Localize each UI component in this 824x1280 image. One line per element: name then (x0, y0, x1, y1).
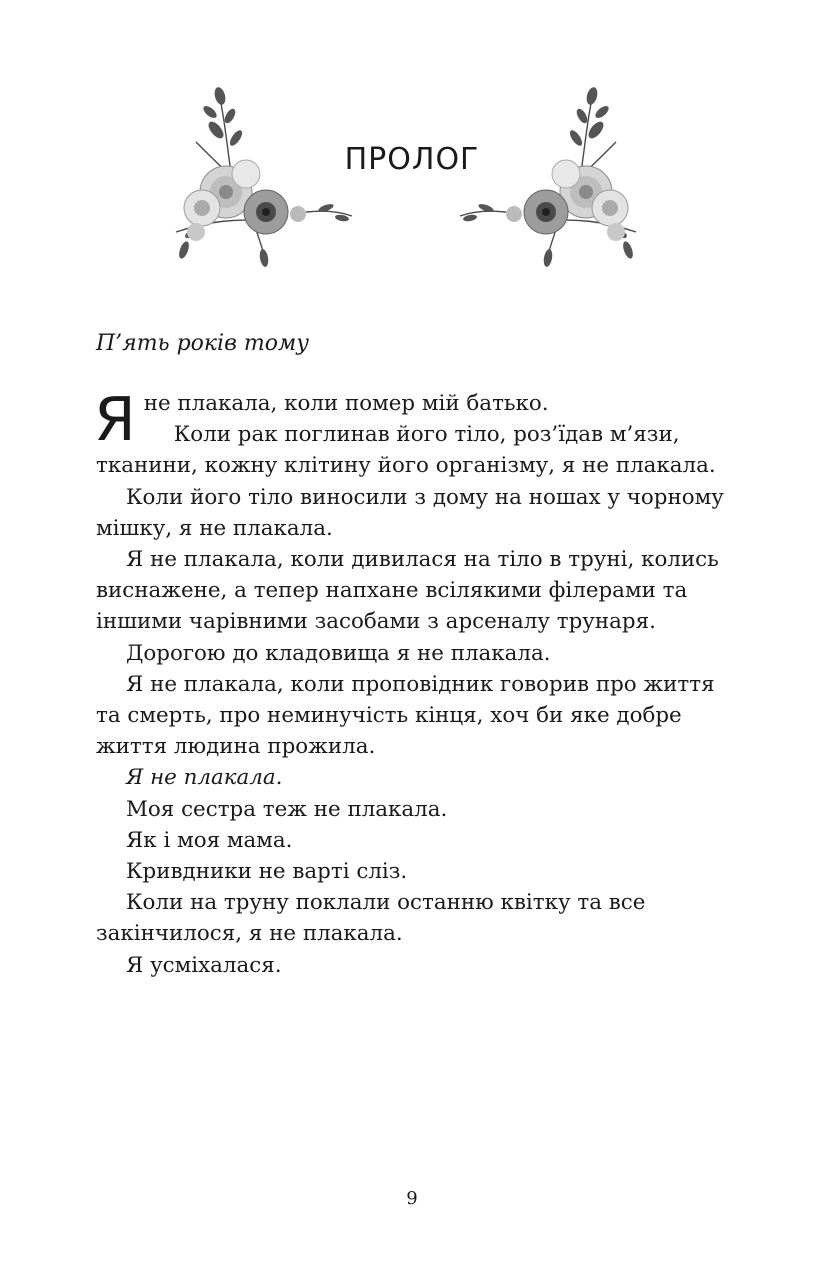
paragraph: Коли на труну поклали останню квітку та все закінчилося, я не плакала. (96, 890, 646, 947)
paragraph: Я не плакала, коли проповідник говорив про життя та смерть, про неминучість кінця, хоч би яке добре життя людина прожила. (96, 671, 715, 760)
drop-cap: Я (94, 385, 136, 455)
paragraph: Моя сестра теж не плакала. (126, 796, 448, 822)
paragraph: Як і моя мама. (126, 827, 293, 853)
floral-ornament-right-icon (456, 82, 646, 272)
body-text (94, 385, 730, 981)
chapter-subtitle: П’ять років тому (96, 331, 309, 356)
paragraph-italic: Я не плакала. (126, 765, 283, 791)
paragraph: Я усміхалася. (126, 952, 282, 978)
paragraph: Я не плакала, коли дивилася на тіло в труні, колись виснажене, а тепер напхане всілякими філерами та іншими чарівними засобами з арсеналу трунаря. (96, 547, 719, 635)
paragraph: Коли його тіло виносили з дому на ношах у чорному мішку, я не плакала. (96, 484, 724, 541)
paragraph: Дорогою до кладовища я не плакала. (126, 640, 551, 666)
paragraph: Коли рак поглинав його тіло, роз’їдав м’язи, тканини, кожну клітину його організму, я не плакала. (96, 422, 716, 479)
opening-paragraph-text: не плакала, коли помер мій батько. (143, 391, 549, 416)
page-number: 9 (406, 1188, 418, 1209)
paragraph: Кривдники не варті сліз. (126, 859, 408, 885)
chapter-title: ПРОЛОГ (344, 142, 480, 177)
